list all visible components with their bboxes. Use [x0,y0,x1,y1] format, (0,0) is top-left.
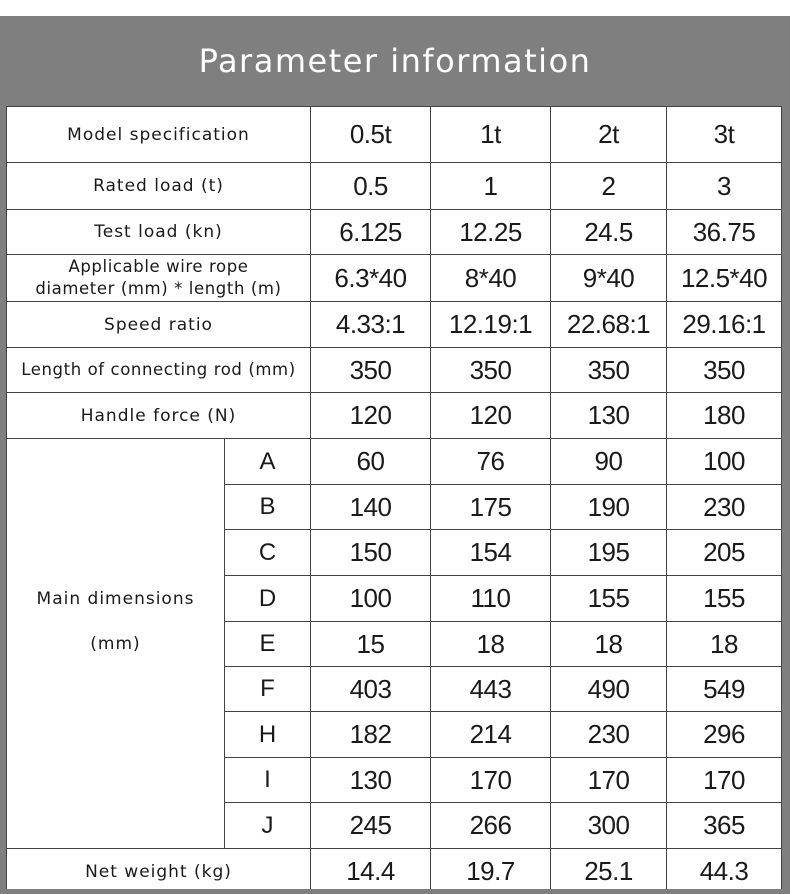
dimension-row [7,530,782,576]
table-cell: 175 [431,485,551,530]
model-header: 1t [431,107,551,163]
table-cell: 12.5*40 [667,255,782,302]
table-cell: 300 [551,803,667,849]
table-row [7,163,782,210]
parameter-table [6,106,782,894]
table-cell: 490 [551,667,667,712]
dimension-key: E [225,622,311,667]
dimension-key: A [225,439,311,485]
table-cell: 90 [551,439,667,485]
table-cell: 154 [431,530,551,576]
dimension-label-cell [7,439,225,485]
dimension-key: D [225,576,311,622]
table-cell: 22.68:1 [551,302,667,348]
model-header: 3t [667,107,782,163]
table-cell: 0.5 [311,163,431,210]
table-cell: 182 [311,712,431,758]
table-cell: 350 [667,348,782,393]
table-cell: 18 [667,622,782,667]
table-cell: 266 [431,803,551,849]
dimension-row [7,667,782,712]
dimension-label-cell [7,803,225,849]
table-cell: 350 [431,348,551,393]
table-cell: 155 [551,576,667,622]
bottom-margin [0,889,790,894]
table-cell: 60 [311,439,431,485]
row-label-line: Applicable wire rope [68,257,249,276]
table-row [7,210,782,255]
table-cell: 170 [551,758,667,803]
table-cell: 214 [431,712,551,758]
table-cell: 549 [667,667,782,712]
table-cell: 24.5 [551,210,667,255]
table-cell: 15 [311,622,431,667]
table-cell: 350 [311,348,431,393]
table-row [7,849,782,894]
table-cell: 230 [551,712,667,758]
table-cell: 140 [311,485,431,530]
table-cell: 150 [311,530,431,576]
table-cell: 296 [667,712,782,758]
table-cell: 6.3*40 [311,255,431,302]
table-cell: 155 [667,576,782,622]
row-label: Test load (kn) [7,210,311,255]
dimensions-unit: (mm) [90,634,141,654]
table-cell: 130 [551,393,667,439]
dimension-label-cell [7,622,225,667]
table-cell: 12.25 [431,210,551,255]
table-cell: 120 [431,393,551,439]
dimension-row [7,758,782,803]
dimension-key: C [225,530,311,576]
dimension-row [7,485,782,530]
model-header: 0.5t [311,107,431,163]
table-row [7,393,782,439]
table-cell: 195 [551,530,667,576]
table-cell: 443 [431,667,551,712]
table-cell: 36.75 [667,210,782,255]
model-header: 2t [551,107,667,163]
table-header-row [7,107,782,163]
row-label: Rated load (t) [7,163,311,210]
dimension-key: B [225,485,311,530]
dimension-key: J [225,803,311,849]
table-cell: 76 [431,439,551,485]
dimension-row [7,439,782,485]
row-label: Length of connecting rod (mm) [7,348,311,393]
table-cell: 3 [667,163,782,210]
table-cell: 403 [311,667,431,712]
table-cell: 8*40 [431,255,551,302]
table-cell: 100 [311,576,431,622]
table-cell: 44.3 [667,849,782,894]
dimension-row [7,803,782,849]
table-cell: 180 [667,393,782,439]
table-cell: 29.16:1 [667,302,782,348]
table-cell: 12.19:1 [431,302,551,348]
dimension-row [7,712,782,758]
dimension-key: H [225,712,311,758]
dimension-label-cell [7,485,225,530]
table-cell: 9*40 [551,255,667,302]
parameter-table-container [6,106,781,889]
table-cell: 365 [667,803,782,849]
row-label-line: diameter (mm) * length (m) [35,279,282,298]
dimension-row [7,576,782,622]
table-cell: 2 [551,163,667,210]
row-label-wire-rope [7,255,311,302]
table-cell: 190 [551,485,667,530]
table-cell: 18 [431,622,551,667]
model-spec-label: Model specification [7,107,311,163]
table-cell: 170 [667,758,782,803]
dimension-key: I [225,758,311,803]
table-cell: 19.7 [431,849,551,894]
table-cell: 120 [311,393,431,439]
dimension-label-cell [7,667,225,712]
table-cell: 14.4 [311,849,431,894]
table-cell: 350 [551,348,667,393]
table-cell: 245 [311,803,431,849]
row-label: Handle force (N) [7,393,311,439]
dimension-key: F [225,667,311,712]
table-cell: 100 [667,439,782,485]
table-cell: 230 [667,485,782,530]
table-cell: 4.33:1 [311,302,431,348]
table-cell: 1 [431,163,551,210]
table-cell: 25.1 [551,849,667,894]
table-cell: 205 [667,530,782,576]
table-cell: 170 [431,758,551,803]
row-label: Speed ratio [7,302,311,348]
dimension-label-cell [7,758,225,803]
table-cell: 6.125 [311,210,431,255]
dimensions-label: Main dimensions [36,588,195,609]
dimension-row [7,622,782,667]
dimension-label-cell [7,712,225,758]
dimension-label-cell [7,576,225,622]
table-cell: 130 [311,758,431,803]
row-label: Net weight (kg) [7,849,311,894]
page-title: Parameter information [198,42,592,80]
table-row [7,302,782,348]
table-row [7,255,782,302]
table-cell: 18 [551,622,667,667]
table-cell: 110 [431,576,551,622]
table-row [7,348,782,393]
top-margin [0,0,790,16]
dimension-label-cell [7,530,225,576]
